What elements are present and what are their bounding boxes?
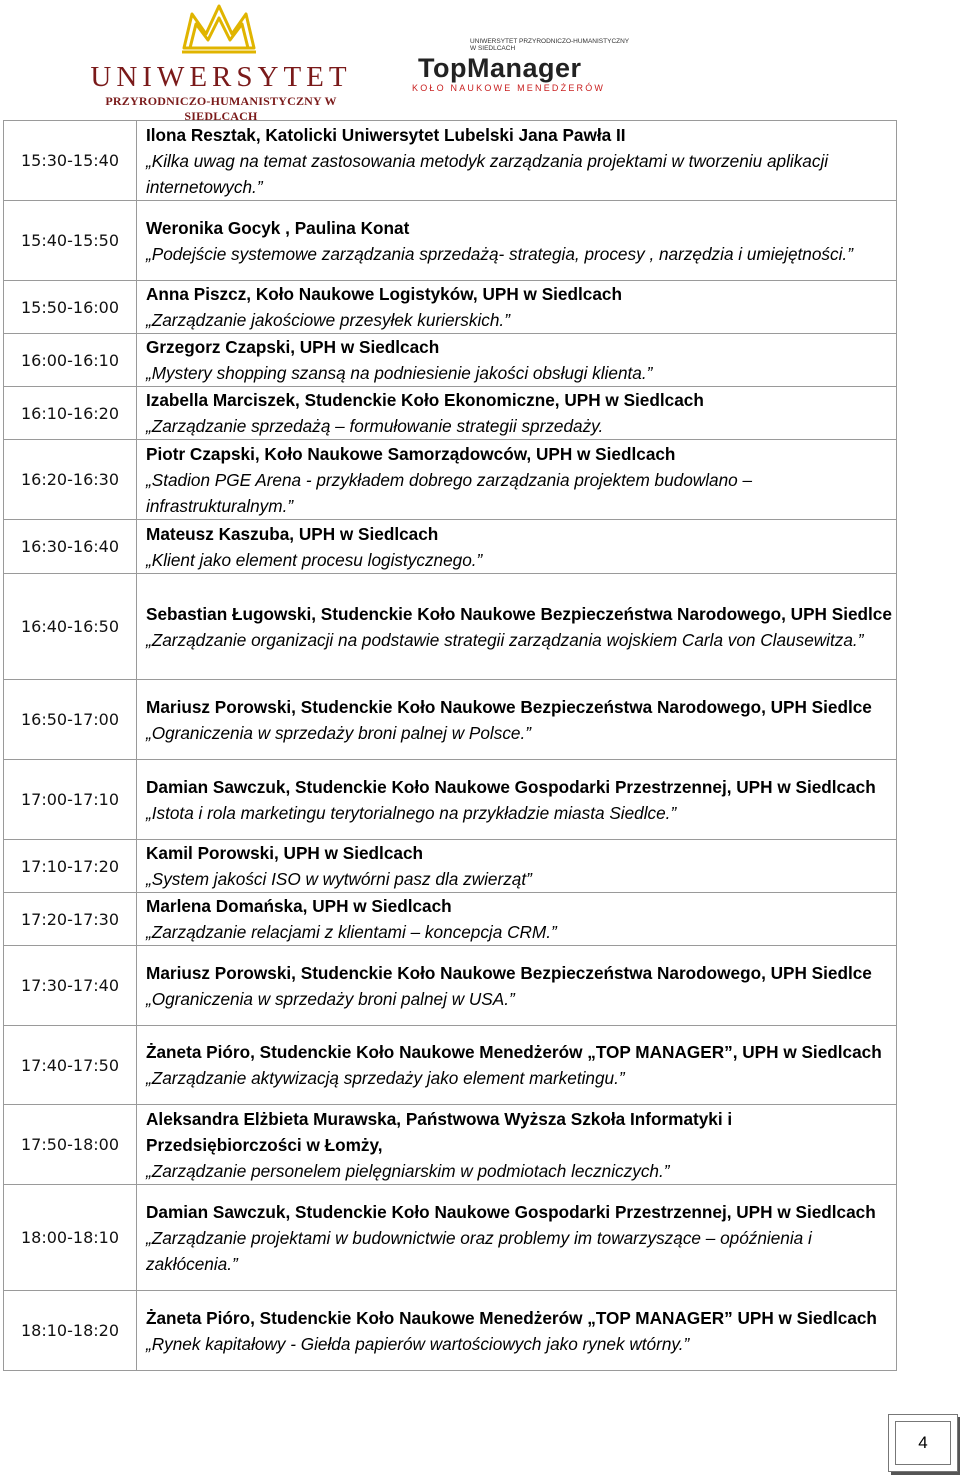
schedule-table (3, 120, 897, 1371)
speaker: Żaneta Pióro, Studenckie Koło Naukowe Menedżerów „TOP MANAGER”, UPH w Siedlcach (146, 1042, 882, 1062)
schedule-row (4, 1291, 897, 1371)
row-content (137, 946, 897, 1026)
speaker: Sebastian Ługowski, Studenckie Koło Naukowe Bezpieczeństwa Narodowego, UPH Siedlce (146, 603, 892, 624)
talk-title: „System jakości ISO w wytwórni pasz dla zwierząt” (146, 869, 532, 889)
schedule-row (4, 574, 897, 680)
speaker: Izabella Marciszek, Studenckie Koło Ekonomiczne, UPH w Siedlcach (146, 390, 704, 410)
talk-title: „Zarządzanie personelem pielęgniarskim w podmiotach leczniczych.” (146, 1160, 670, 1181)
club-logo-top-text: UNIWERSYTET PRZYRODNICZO-HUMANISTYCZNY W SIEDLCACH (470, 38, 630, 52)
row-time: 17:30-17:40 (4, 946, 137, 1026)
speaker: Żaneta Pióro, Studenckie Koło Naukowe Menedżerów „TOP MANAGER” UPH w Siedlcach (146, 1307, 877, 1328)
speaker: Weronika Gocyk , Paulina Konat (146, 217, 410, 238)
talk-title: „Rynek kapitałowy - Giełda papierów wartościowych jako rynek wtórny.” (146, 1333, 690, 1354)
row-content (137, 840, 897, 893)
speaker: Damian Sawczuk, Studenckie Koło Naukowe Gospodarki Przestrzennej, UPH w Siedlcach (146, 1201, 876, 1222)
row-content (137, 1105, 897, 1185)
row-time: 18:10-18:20 (4, 1291, 137, 1371)
row-time: 17:40-17:50 (4, 1026, 137, 1105)
speaker: Anna Piszcz, Koło Naukowe Logistyków, UPH w Siedlcach (146, 284, 622, 304)
row-content (137, 281, 897, 334)
row-time: 17:10-17:20 (4, 840, 137, 893)
speaker: Piotr Czapski, Koło Naukowe Samorządowców, UPH w Siedlcach (146, 443, 676, 464)
row-content (137, 680, 897, 760)
university-subtitle: PRZYRODNICZO-HUMANISTYCZNY W SIEDLCACH (105, 94, 337, 123)
speaker: Kamil Porowski, UPH w Siedlcach (146, 843, 423, 863)
schedule-row (4, 893, 897, 946)
row-content (137, 574, 897, 680)
speaker: Mariusz Porowski, Studenckie Koło Naukowe Bezpieczeństwa Narodowego, UPH Siedlce (146, 696, 872, 717)
schedule-row (4, 387, 897, 440)
talk-title: „Ograniczenia w sprzedaży broni palnej w USA.” (146, 988, 515, 1009)
schedule-row (4, 1026, 897, 1105)
row-time: 16:20-16:30 (4, 440, 137, 520)
schedule-row (4, 201, 897, 281)
crown-icon (178, 4, 260, 56)
talk-title: „Zarządzanie organizacji na podstawie strategii zarządzania wojskiem Carla von Clausewitza.” (146, 629, 864, 650)
talk-title: „Zarządzanie aktywizacją sprzedaży jako element marketingu.” (146, 1068, 625, 1088)
row-content (137, 1291, 897, 1371)
speaker: Mariusz Porowski, Studenckie Koło Naukowe Bezpieczeństwa Narodowego, UPH Siedlce (146, 962, 872, 983)
schedule-row (4, 1105, 897, 1185)
row-time: 16:40-16:50 (4, 574, 137, 680)
page-number-box (888, 1414, 958, 1472)
talk-title: „Mystery shopping szansą na podniesienie jakości obsługi klienta.” (146, 363, 653, 383)
club-logo (408, 38, 640, 94)
university-logo (86, 4, 356, 123)
speaker: Aleksandra Elżbieta Murawska, Państwowa Wyższa Szkoła Informatyki i Przedsiębiorczości w Łomży, (146, 1108, 733, 1155)
row-content (137, 1026, 897, 1105)
club-logo-name: TopManager (418, 53, 582, 83)
row-time: 16:30-16:40 (4, 520, 137, 574)
schedule-row (4, 760, 897, 840)
schedule-row (4, 520, 897, 574)
talk-title: „Klient jako element procesu logistycznego.” (146, 549, 483, 570)
schedule-row (4, 840, 897, 893)
row-time: 16:00-16:10 (4, 334, 137, 387)
talk-title: „Zarządzanie sprzedażą – formułowanie strategii sprzedaży. (146, 416, 604, 436)
speaker: Damian Sawczuk, Studenckie Koło Naukowe Gospodarki Przestrzennej, UPH w Siedlcach (146, 776, 876, 797)
schedule-row (4, 680, 897, 760)
row-time: 16:10-16:20 (4, 387, 137, 440)
row-time: 16:50-17:00 (4, 680, 137, 760)
schedule-row (4, 281, 897, 334)
row-time: 17:50-18:00 (4, 1105, 137, 1185)
talk-title: „Kilka uwag na temat zastosowania metodyk zarządzania projektami w tworzeniu aplikacji internetowych.” (146, 150, 829, 197)
row-content (137, 520, 897, 574)
speaker: Ilona Resztak, Katolicki Uniwersytet Lubelski Jana Pawła II (146, 124, 626, 145)
row-time: 15:50-16:00 (4, 281, 137, 334)
talk-title: „Zarządzanie relacjami z klientami – koncepcja CRM.” (146, 922, 557, 942)
row-content (137, 201, 897, 281)
row-content (137, 121, 897, 201)
speaker: Mateusz Kaszuba, UPH w Siedlcach (146, 523, 439, 544)
talk-title: „Ograniczenia w sprzedaży broni palnej w Polsce.” (146, 722, 531, 743)
schedule-row (4, 440, 897, 520)
schedule-row (4, 334, 897, 387)
talk-title: „Zarządzanie jakościowe przesyłek kurierskich.” (146, 310, 510, 330)
row-time: 17:20-17:30 (4, 893, 137, 946)
row-content (137, 1185, 897, 1291)
row-time: 15:40-15:50 (4, 201, 137, 281)
schedule-row (4, 1185, 897, 1291)
page-number: 4 (918, 1433, 928, 1452)
row-time: 18:00-18:10 (4, 1185, 137, 1291)
row-content (137, 387, 897, 440)
talk-title: „Stadion PGE Arena - przykładem dobrego zarządzania projektem budowlano – infrastrukturalnym.” (146, 469, 753, 516)
speaker: Marlena Domańska, UPH w Siedlcach (146, 896, 452, 916)
talk-title: „Istota i rola marketingu terytorialnego na przykładzie miasta Siedlce.” (146, 802, 677, 823)
row-time: 17:00-17:10 (4, 760, 137, 840)
row-time: 15:30-15:40 (4, 121, 137, 201)
club-logo-subtitle: KOŁO NAUKOWE MENEDŻERÓW (412, 83, 606, 93)
talk-title: „Zarządzanie projektami w budownictwie oraz problemy im towarzyszące – opóźnienia i zakłócenia.” (146, 1227, 812, 1274)
talk-title: „Podejście systemowe zarządzania sprzedażą- strategia, procesy , narzędzia i umiejętności.” (146, 243, 853, 264)
university-name: UNIWERSYTET (90, 61, 352, 93)
row-content (137, 760, 897, 840)
speaker: Grzegorz Czapski, UPH w Siedlcach (146, 337, 440, 357)
schedule-row (4, 121, 897, 201)
row-content (137, 440, 897, 520)
row-content (137, 893, 897, 946)
row-content (137, 334, 897, 387)
schedule-row (4, 946, 897, 1026)
